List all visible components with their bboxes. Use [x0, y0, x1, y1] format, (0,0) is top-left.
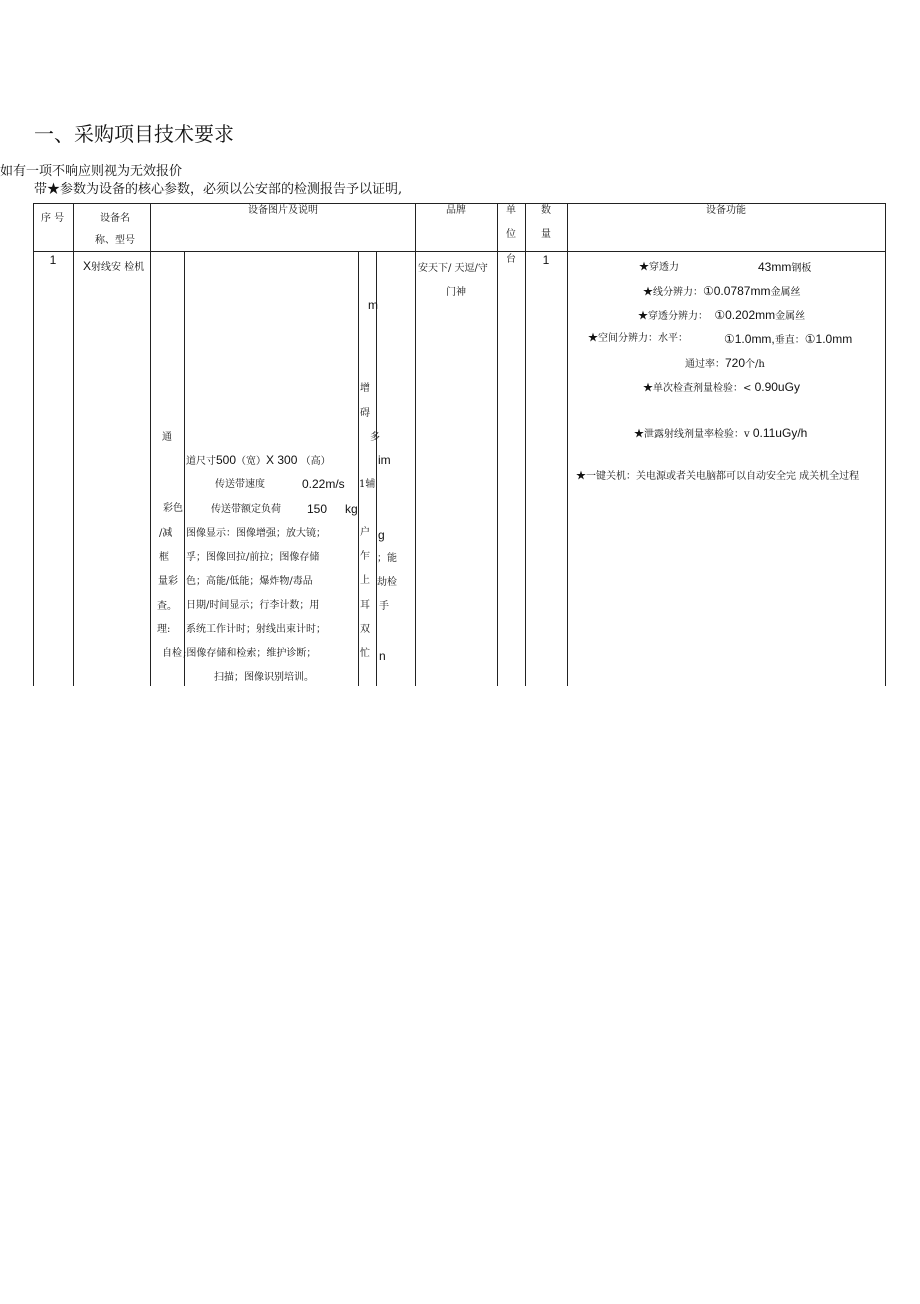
belt-speed-value: 0.22m/s — [302, 477, 345, 491]
spec-spatial-resolution — [588, 333, 688, 345]
pic-col-a-text: 量彩 — [158, 576, 178, 587]
size-height-unit: （高） — [300, 456, 331, 467]
spec-penetration-value — [758, 261, 811, 275]
spec-penetration-resolution — [638, 309, 805, 323]
pic-col-c-text: g — [378, 528, 385, 542]
header-brand: 品牌 — [446, 205, 466, 216]
pen-res-label: ★穿透分辨力： — [638, 311, 708, 322]
spec-throughput — [685, 357, 765, 371]
page-heading: 一、采购项目技术要求 — [34, 122, 234, 146]
pic-col-a-text: 查。 — [157, 601, 177, 612]
header-unit-line2: 位 — [506, 229, 516, 240]
line-res-label: ★线分辨力： — [643, 287, 703, 298]
header-picture: 设备图片及说明 — [248, 205, 318, 216]
pic-col-b-text: 耳 — [360, 600, 370, 611]
spec-leakage-dose — [634, 427, 807, 441]
col-divider — [73, 203, 74, 686]
col-divider — [567, 203, 568, 686]
header-seq: 序 号 — [41, 213, 65, 224]
row-device-name — [83, 260, 144, 274]
spec-line-resolution — [643, 285, 800, 299]
unit-value: 台 — [506, 254, 516, 265]
col-divider — [33, 203, 34, 686]
requirements-table — [33, 203, 885, 686]
pic-col-c-text: n — [379, 649, 386, 663]
desc-line: 系统工作计时；射线出束计时； — [186, 624, 326, 635]
pic-col-a-text: /减 — [159, 528, 173, 539]
col-divider — [150, 203, 151, 686]
brand-line1: 安天下/ 天逗/守 — [418, 263, 488, 274]
desc-line: ;图像存储和检索；维护诊断； — [183, 648, 317, 659]
size-width-unit: （宽） — [236, 456, 267, 467]
leak-label: ★泄露射线剂量率检验：v — [634, 429, 750, 440]
pic-col-b-text: 多 — [370, 432, 380, 443]
pic-col-b-text: 1辅 — [359, 479, 376, 490]
note-core-params: 带★参数为设备的核心参数，必须以公安部的检测报告予以证明, — [34, 182, 403, 197]
pic-col-c-text: 手 — [379, 601, 389, 612]
pic-col-c-text: im — [378, 453, 391, 467]
pic-col-a-text: 自检 — [162, 648, 182, 659]
pic-col-b-text: 碍 — [360, 408, 370, 419]
col-divider — [497, 203, 498, 686]
device-name-prefix: X — [83, 259, 92, 273]
spatial-horizontal: ①1.0mm, — [724, 332, 775, 346]
dose-value: 0.90uGy — [754, 380, 800, 394]
col-divider — [525, 203, 526, 686]
penetration-label: ★穿透力 — [639, 262, 679, 273]
pic-col-c-text: 劫检 — [377, 577, 397, 588]
pic-col-a-text: 彩色 — [163, 503, 183, 514]
spatial-label: ★空间分辨力：水平： — [588, 333, 688, 344]
col-divider — [885, 203, 886, 686]
size-times: X 300 — [266, 453, 298, 467]
penetration-unit: 钢板 — [791, 263, 812, 274]
size-prefix: 道尺寸 — [186, 456, 216, 467]
throughput-unit: 个/h — [745, 359, 765, 370]
penetration-value: 43mm — [758, 260, 792, 274]
spec-single-dose — [643, 381, 800, 395]
pic-col-b-text: 双 — [360, 624, 370, 635]
table-border-top — [33, 203, 885, 204]
spatial-vertical-label: 垂直： — [774, 335, 805, 346]
channel-size — [186, 454, 331, 468]
header-name-line1: 设备名 — [100, 213, 130, 224]
pic-col-c-text: ；能 — [377, 553, 397, 564]
subcol-divider — [358, 251, 359, 686]
pic-col-b-text: 户 — [360, 527, 370, 538]
spec-penetration — [639, 262, 679, 274]
desc-line: 日期/时间显示；行李计数；用 — [186, 600, 320, 611]
dose-label: ★单次检查剂量检验：< — [643, 383, 752, 394]
subcol-divider — [376, 251, 377, 686]
spec-one-key-shutdown: ★一键关机：关电源或者关电脑都可以自动安全完 成关机全过程 — [576, 471, 860, 482]
belt-load-value: 150 — [307, 502, 328, 516]
header-qty-line1: 数 — [541, 205, 551, 216]
pen-res-value: ①0.202mm — [714, 308, 776, 322]
row-seq: 1 — [49, 253, 57, 267]
pic-col-b-text: 忙 — [360, 648, 370, 659]
desc-line: 图像显示：图像增强；放大镜； — [186, 528, 326, 539]
line-res-value: ①0.0787mm — [703, 284, 771, 298]
header-unit-line1: 单 — [506, 205, 516, 216]
pen-res-unit: 金属丝 — [775, 311, 806, 322]
pic-col-a-text: 框 — [159, 552, 169, 563]
throughput-value: 720 — [725, 356, 746, 370]
pic-col-b-text: m — [368, 298, 378, 312]
size-width: 500 — [216, 453, 237, 467]
header-function: 设备功能 — [706, 205, 746, 216]
pic-col-b-text: 乍 — [360, 551, 370, 562]
qty-value: 1 — [542, 253, 550, 267]
spec-spatial-values — [724, 333, 852, 347]
pic-col-b-text: 增 — [360, 383, 370, 394]
note-invalid-quote: 如有一项不响应则视为无效报价 — [0, 164, 183, 179]
header-name-line2: 称、型号 — [95, 235, 135, 246]
belt-speed-label: 传送带速度 — [215, 479, 265, 490]
desc-line: 色；高能/低能；爆炸物/毒品 — [186, 576, 313, 587]
spatial-vertical: ①1.0mm — [804, 332, 853, 346]
device-name-rest: 射线安 检机 — [91, 262, 145, 273]
pic-col-a-text: 通 — [162, 432, 172, 443]
belt-load-unit: kg — [345, 502, 358, 516]
subcol-divider — [184, 251, 185, 686]
col-divider — [415, 203, 416, 686]
desc-line: 扫描；图像识别培训。 — [214, 672, 314, 683]
throughput-label: 通过率： — [685, 359, 725, 370]
pic-col-b-text: 上 — [360, 575, 370, 586]
line-res-unit: 金属丝 — [770, 287, 801, 298]
pic-col-a-text: 理: — [157, 624, 171, 635]
header-qty-line2: 量 — [541, 229, 551, 240]
belt-load-label: 传送带额定负荷 — [211, 504, 281, 515]
desc-line: 孚；图像回拉/前拉；图像存储 — [186, 552, 320, 563]
leak-value: 0.11uGy/h — [752, 426, 808, 440]
brand-line2: 门神 — [446, 287, 466, 298]
table-header-divider — [33, 251, 885, 252]
